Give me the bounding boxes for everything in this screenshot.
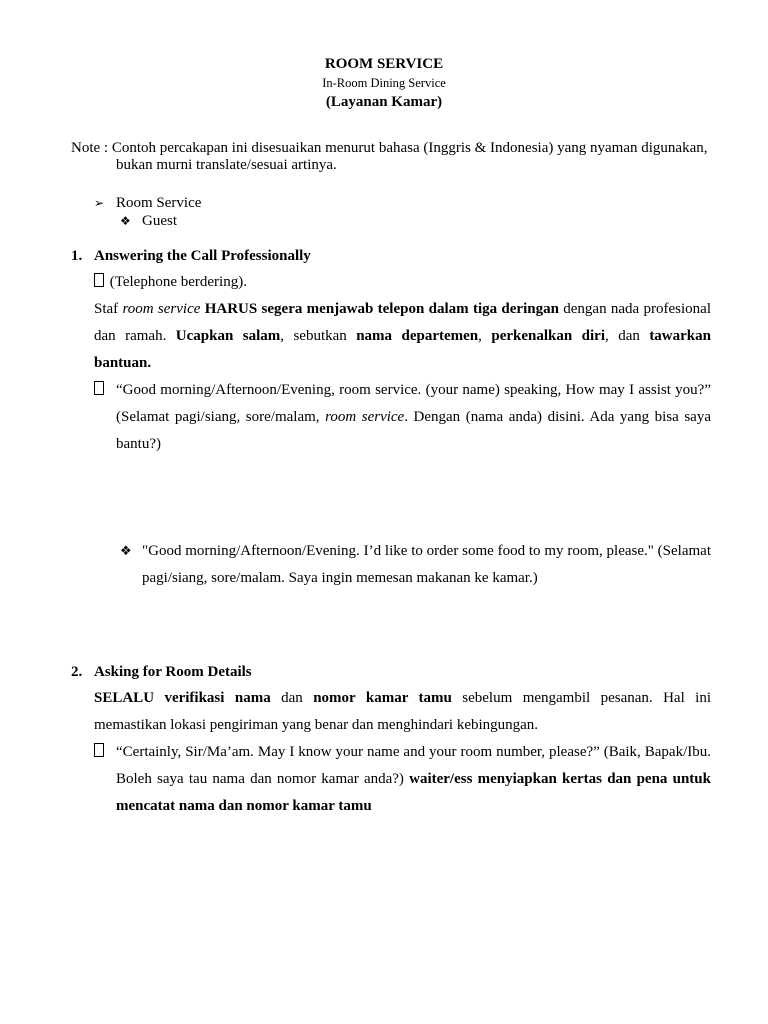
- legend-guest-label: Guest: [142, 213, 177, 229]
- legend-room-service: [94, 194, 201, 212]
- section-2-heading: [71, 663, 711, 681]
- section-1-number: 1.: [71, 248, 83, 264]
- staff-quote-icon: [94, 381, 104, 395]
- section-2-staff-quote: “Certainly, Sir/Ma’am. May I know your name and your room number, please?” (Baik, Bapak/Ibu. Boleh saya tau nama dan nomor kamar anda?) waiter/ess menyiapkan kertas dan pena untuk mencatat nama dan nomor kamar tamu: [94, 739, 711, 820]
- document-title: ROOM SERVICE: [324, 56, 444, 72]
- section-1-guest-quote: [120, 538, 711, 592]
- telephone-ringing-line: [94, 269, 711, 296]
- guest-quote-text: "Good morning/Afternoon/Evening. I’d like to order some food to my room, please." (Selamat pagi/siang, sore/malam. Saya ingin memesan makanan ke kamar.): [142, 543, 711, 586]
- document-subtitle: In-Room Dining Service: [322, 76, 446, 90]
- note-line-2: bukan murni translate/sesuai artinya.: [116, 157, 337, 173]
- staff-quote-icon: [94, 743, 104, 757]
- section-1-title: Answering the Call Professionally: [94, 248, 311, 264]
- section-2-title: Asking for Room Details: [94, 664, 252, 680]
- section-1-instruction: Staf room service HARUS segera menjawab telepon dalam tiga deringan dengan nada profesional dan ramah. Ucapkan salam, sebutkan nama departemen, perkenalkan diri, dan tawarkan bantuan.: [94, 301, 712, 371]
- legend-room-service-label: Room Service: [116, 195, 202, 211]
- telephone-ringing-text: (Telephone berdering).: [106, 274, 247, 290]
- section-1-staff-quote: “Good morning/Afternoon/Evening, room service. (your name) speaking, How may I assist you?” (Selamat pagi/siang, sore/malam, room service. Dengan (nama anda) disini. Ada yang bisa saya bantu?): [94, 377, 711, 458]
- arrow-bullet-icon: ➢: [94, 196, 105, 210]
- note-line-1: Note : Contoh percakapan ini disesuaikan menurut bahasa (Inggris & Indonesia) yang nyaman digunakan,: [71, 140, 708, 156]
- document-subtitle-local: (Layanan Kamar): [325, 94, 443, 110]
- diamond-bullet-icon: ❖: [120, 214, 131, 228]
- section-2-number: 2.: [71, 664, 83, 680]
- legend-guest: [120, 212, 177, 230]
- section-2-instruction: SELALU verifikasi nama dan nomor kamar tamu sebelum mengambil pesanan. Hal ini memastikan lokasi pengiriman yang benar dan menghindari kebingungan.: [94, 690, 712, 733]
- telephone-icon: [94, 273, 104, 287]
- section-1-heading: [71, 247, 711, 265]
- guest-diamond-icon: ❖: [120, 544, 132, 559]
- note-paragraph: [71, 140, 711, 174]
